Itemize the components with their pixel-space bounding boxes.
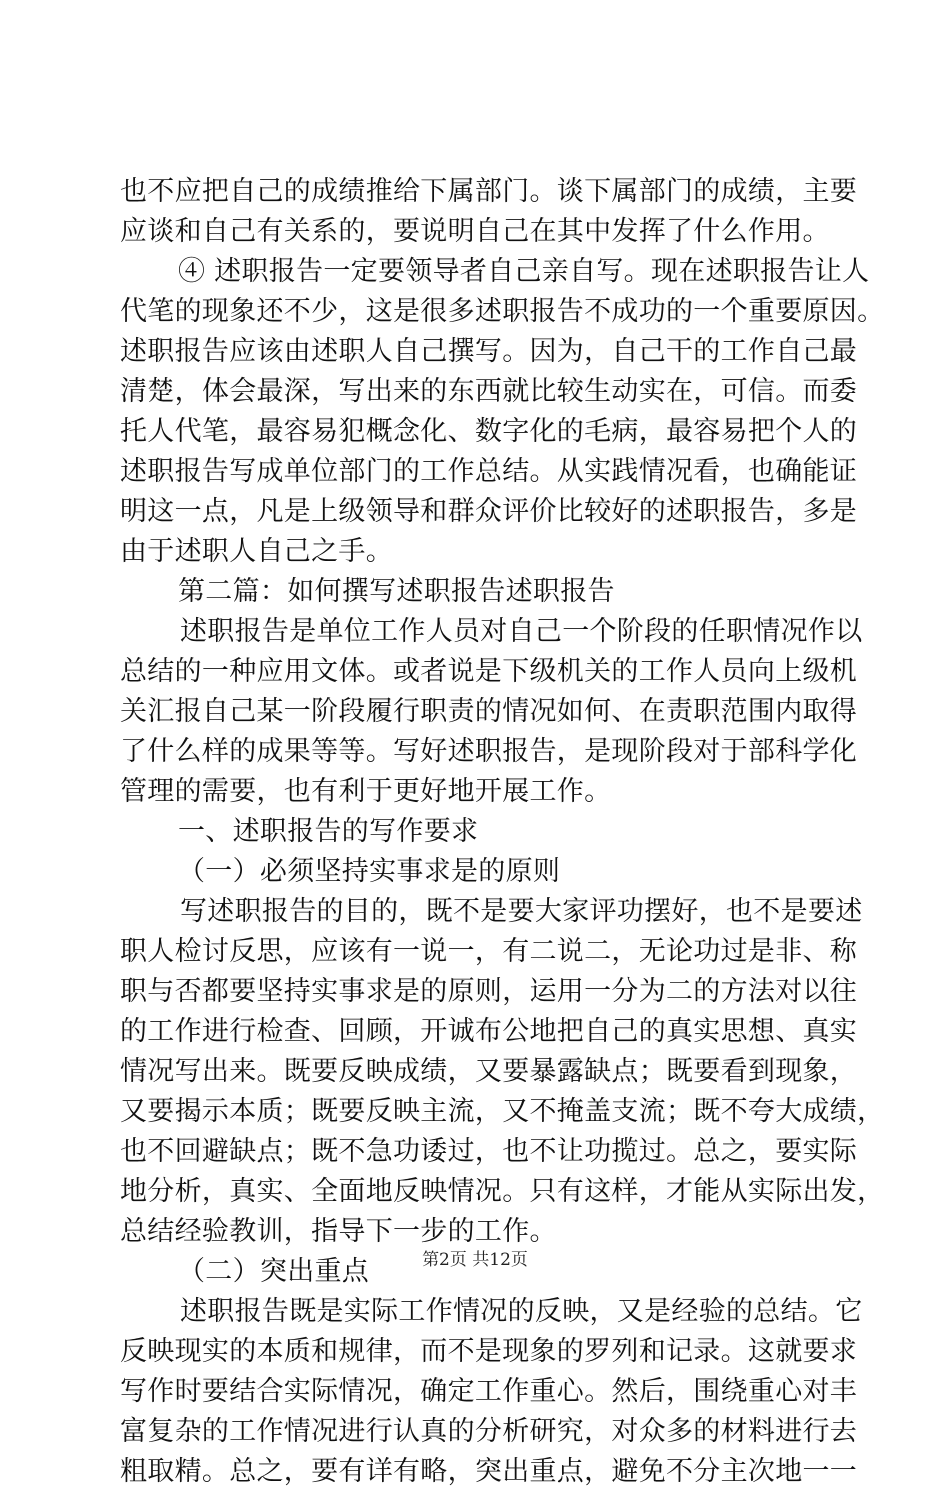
text-line: 粗取精。总之，要有详有略，突出重点，避免不分主次地一一 — [120, 1456, 858, 1487]
subheading: （一）必须坚持实事求是的原则 — [178, 856, 561, 887]
text-line: 了什么样的成果等等。写好述职报告，是现阶段对于部科学化 — [120, 736, 858, 767]
text-line: ④ 述职报告一定要领导者自己亲自写。现在述职报告让人 — [178, 256, 870, 287]
body-text — [120, 172, 885, 1492]
text-line: 关汇报自己某一阶段履行职责的情况如何、在责职范围内取得 — [120, 696, 858, 727]
text-line: 写述职报告的目的，既不是要大家评功摆好，也不是要述 — [180, 896, 863, 927]
text-line: 明这一点，凡是上级领导和群众评价比较好的述职报告，多是 — [120, 496, 858, 527]
section-heading: 第二篇：如何撰写述职报告述职报告 — [178, 576, 615, 607]
text-line: 情况写出来。既要反映成绩，又要暴露缺点；既要看到现象， — [120, 1056, 858, 1087]
text-line: 地分析，真实、全面地反映情况。只有这样，才能从实际出发， — [120, 1176, 885, 1207]
text-line: 应谈和自己有关系的，要说明自己在其中发挥了什么作用。 — [120, 216, 830, 247]
text-line: 管理的需要，也有利于更好地开展工作。 — [120, 776, 612, 807]
text-line: 的工作进行检查、回顾，开诚布公地把自己的真实思想、真实 — [120, 1016, 858, 1047]
text-line: 述职报告写成单位部门的工作总结。从实践情况看，也确能证 — [120, 456, 858, 487]
text-line: 富复杂的工作情况进行认真的分析研究，对众多的材料进行去 — [120, 1416, 858, 1447]
text-line: 写作时要结合实际情况，确定工作重心。然后，围绕重心对丰 — [120, 1376, 858, 1407]
subheading: （二）突出重点 — [178, 1256, 370, 1287]
text-line: 又要揭示本质；既要反映主流，又不掩盖支流；既不夸大成绩， — [120, 1096, 885, 1127]
text-line: 总结经验教训，指导下一步的工作。 — [120, 1216, 557, 1247]
text-line: 述职报告应该由述职人自己撰写。因为，自己干的工作自己最 — [120, 336, 858, 367]
text-line: 代笔的现象还不少，这是很多述职报告不成功的一个重要原因。 — [120, 296, 885, 327]
text-line: 述职报告既是实际工作情况的反映，又是经验的总结。它 — [180, 1296, 863, 1327]
text-line: 述职报告是单位工作人员对自己一个阶段的任职情况作以 — [180, 616, 863, 647]
text-line: 由于述职人自己之手。 — [120, 536, 393, 567]
subheading: 一、述职报告的写作要求 — [178, 816, 479, 847]
text-line: 也不应把自己的成绩推给下属部门。谈下属部门的成绩，主要 — [120, 176, 858, 207]
text-line: 清楚，体会最深，写出来的东西就比较生动实在，可信。而委 — [120, 376, 858, 407]
text-line: 托人代笔，最容易犯概念化、数字化的毛病，最容易把个人的 — [120, 416, 858, 447]
text-line: 总结的一种应用文体。或者说是下级机关的工作人员向上级机 — [120, 656, 858, 687]
text-line: 职与否都要坚持实事求是的原则，运用一分为二的方法对以往 — [120, 976, 858, 1007]
page-number-footer: 第2页 共12页 — [422, 1250, 528, 1270]
text-line: 也不回避缺点；既不急功诿过，也不让功揽过。总之，要实际 — [120, 1136, 858, 1167]
text-line: 职人检讨反思，应该有一说一，有二说二，无论功过是非、称 — [120, 936, 858, 967]
text-line: 反映现实的本质和规律，而不是现象的罗列和记录。这就要求 — [120, 1336, 858, 1367]
